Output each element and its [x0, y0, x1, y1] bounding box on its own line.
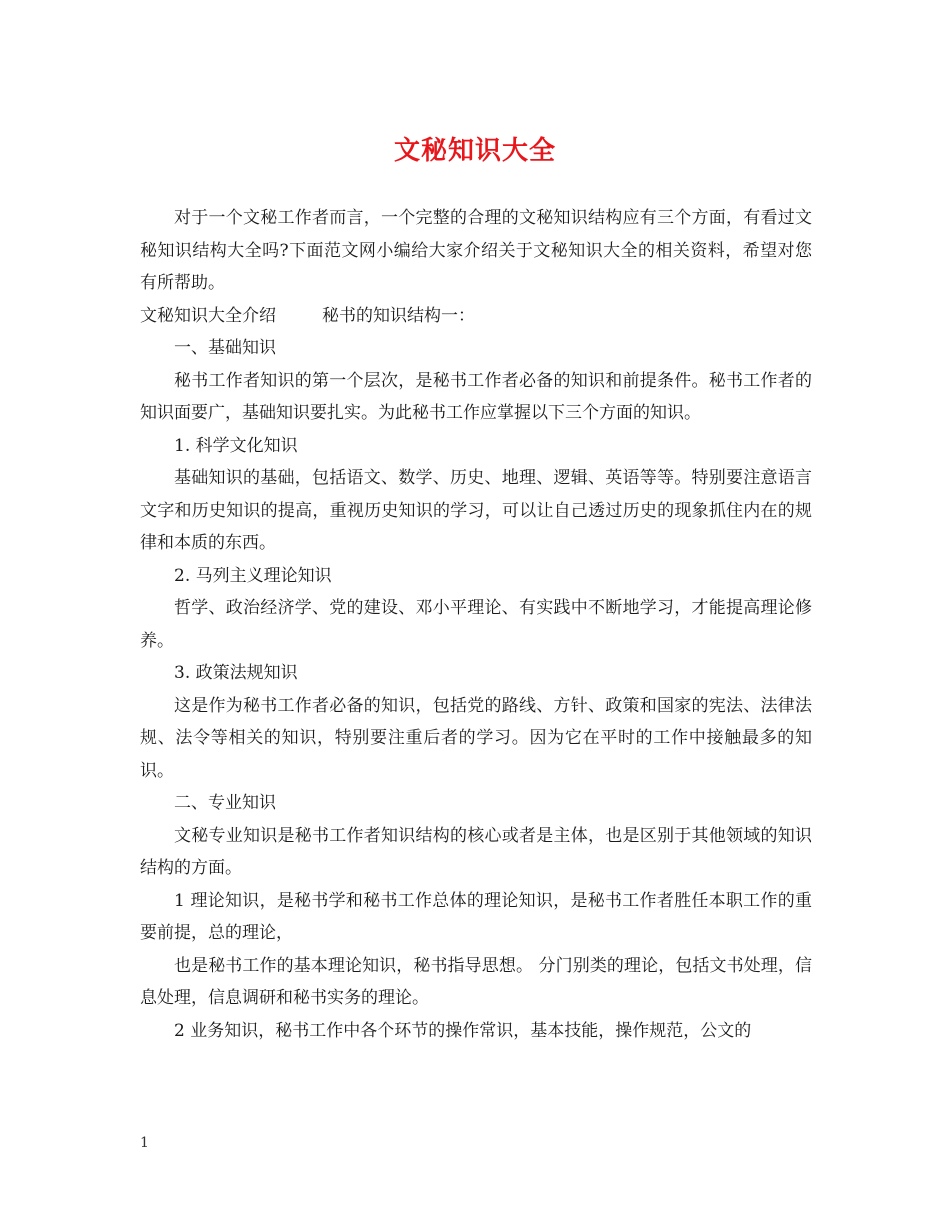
intro-label: 文秘知识大全介绍 [140, 305, 276, 326]
paragraph: 2 业务知识，秘书工作中各个环节的操作常识，基本技能，操作规范，公文的 [174, 1020, 752, 1041]
paragraph: 哲学、政治经济学、党的建设、邓小平理论、有实践中不断地学习，才能提高理论修养。 [140, 598, 812, 651]
subheading: 1. 科学文化知识 [174, 435, 298, 456]
paragraph: 对于一个文秘工作者而言，一个完整的合理的文秘知识结构应有三个方面，有看过文秘知识结构大全吗?下面范文网小编给大家介绍关于文秘知识大全的相关资料，希望对您有所帮助。 [140, 208, 812, 293]
section-heading-line [140, 300, 812, 333]
paragraph: 文秘专业知识是秘书工作者知识结构的核心或者是主体，也是区别于其他领域的知识结构的方面。 [140, 825, 812, 878]
paragraph: 秘书工作者知识的第一个层次，是秘书工作者必备的知识和前提条件。秘书工作者的知识面要广，基础知识要扎实。为此秘书工作应掌握以下三个方面的知识。 [140, 370, 812, 423]
subheading: 2. 马列主义理论知识 [174, 565, 332, 586]
paragraph: 基础知识的基础，包括语文、数学、历史、地理、逻辑、英语等等。特别要注意语言文字和历史知识的提高，重视历史知识的学习，可以让自己透过历史的现象抓住内在的规律和本质的东西。 [140, 468, 812, 553]
page-number: 1 [140, 1135, 149, 1151]
paragraph: 也是秘书工作的基本理论知识，秘书指导思想。 分门别类的理论，包括文书处理，信息处理，信息调研和秘书实务的理论。 [140, 955, 812, 1008]
paragraph: 这是作为秘书工作者必备的知识，包括党的路线、方针、政策和国家的宪法、法律法规、法令等相关的知识，特别要注重后者的学习。因为它在平时的工作中接触最多的知识。 [140, 695, 812, 781]
heading-professional-knowledge: 二、专业知识 [174, 793, 276, 813]
subheading: 3. 政策法规知识 [174, 663, 298, 683]
document-body [140, 202, 812, 1047]
heading-basic-knowledge: 一、基础知识 [174, 338, 276, 358]
paragraph: 1 理论知识，是秘书学和秘书工作总体的理论知识，是秘书工作者胜任本职工作的重要前提，总的理论， [140, 890, 812, 943]
structure-label: 秘书的知识结构一： [322, 305, 475, 326]
document-title: 文秘知识大全 [393, 136, 556, 166]
